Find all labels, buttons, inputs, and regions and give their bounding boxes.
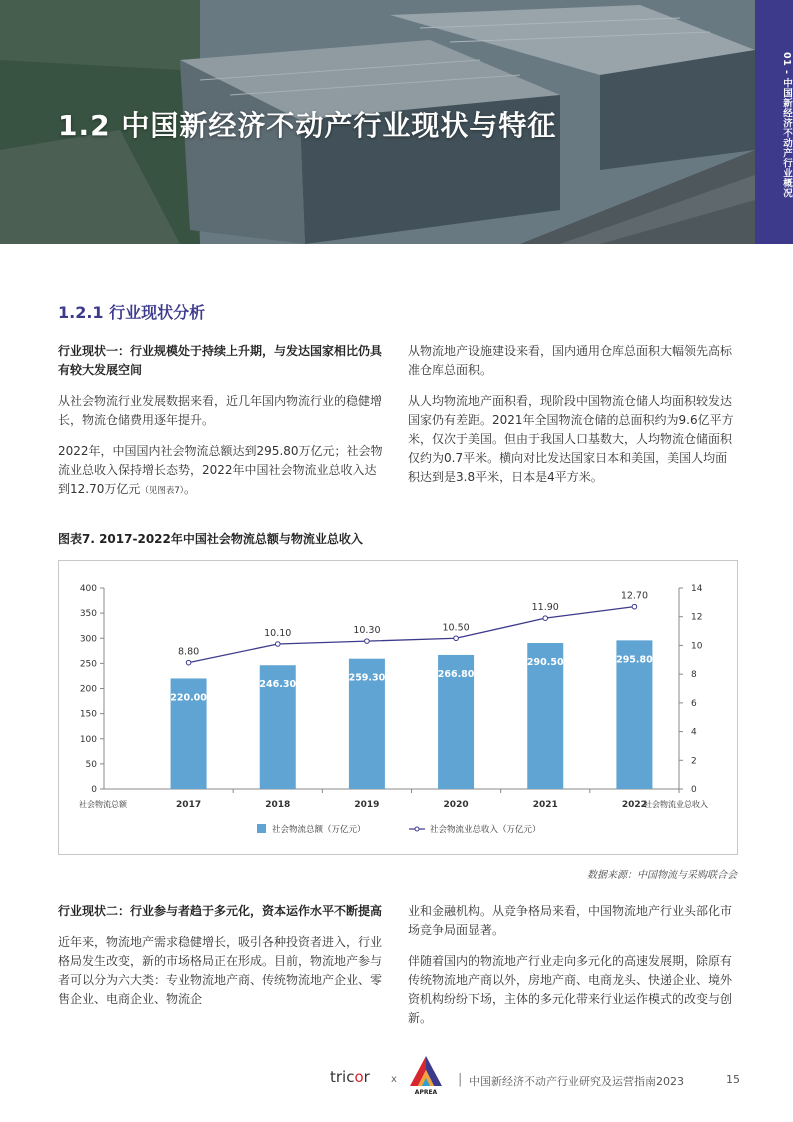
paragraph [58,442,386,501]
paragraph-text: 2022年，中国国内社会物流总额达到295.80万亿元；社会物流业总收入保持增长态势，2022年中国社会物流业总收入达到12.70万亿元 [58,444,383,496]
tricor-logo-text-end: r [363,1068,370,1086]
trend-one-heading: 行业现状一：行业规模处于持续上升期，与发达国家相比仍具有较大发展空间 [58,344,383,377]
legend-label-line: 社会物流业总收入（万亿元） [430,825,541,835]
data-source: 数据来源：中国物流与采购联合会 [587,870,737,881]
left-column-top [58,342,386,513]
page-number: 15 [726,1073,740,1086]
bar-value-label: 290.50 [526,657,564,669]
bar-value-label: 220.00 [170,692,207,704]
tricor-logo-text: tric [330,1068,355,1086]
bar-value-label: 246.30 [259,679,297,691]
footer-divider: | [458,1072,463,1087]
bar-value-label: 295.80 [616,654,653,666]
y2-tick-label: 2 [691,756,697,767]
figure-title: 图表7. 2017-2022年中国社会物流总额与物流业总收入 [58,532,363,546]
line-point [365,639,370,644]
x-tick-label: 2021 [532,800,558,810]
legend-marker-line [415,827,419,831]
y2-axis-title: 社会物流业总收入 [644,800,708,809]
y2-tick-label: 12 [691,612,703,623]
footer-title: 中国新经济不动产行业研究及运营指南2023 [469,1075,684,1088]
line-point [632,604,637,609]
y2-tick-label: 8 [691,670,697,681]
figure-reference: （见图表7） [140,486,185,496]
paragraph: 业和金融机构。从竞争格局来看，中国物流地产行业头部化市场竞争局面显著。 [408,904,733,937]
paragraph: 从社会物流行业发展数据来看，近几年国内物流行业的稳健增长，物流仓储费用逐年提升。 [58,394,383,427]
x-tick-label: 2022 [621,800,647,810]
paragraph: 伴随着国内的物流地产行业走向多元化的高速发展期，除原有传统物流地产商以外，房地产商、电商龙头、快递企业、境外资机构纷纷下场，主体的多元化带来行业运作模式的改变与创新。 [408,954,733,1025]
x-tick-label: 2019 [354,800,380,810]
line-point [543,616,548,621]
aprea-logo [404,1054,448,1096]
paragraph: 近年来，物流地产需求稳健增长，吸引各种投资者进入，行业格局发生改变，新的市场格局正在形成。目前，物流地产参与者可以分为六大类：专业物流地产商、传统物流地产企业、零售企业、电商企业、物流企 [58,935,383,1006]
y2-tick-label: 14 [691,584,703,594]
tricor-logo-o: o [354,1068,364,1086]
trend-two-heading: 行业现状二：行业参与者趋于多元化，资本运作水平不断提高 [58,904,383,918]
line-value-label: 8.80 [178,646,200,658]
line-value-label: 10.50 [442,622,470,634]
y2-tick-label: 6 [691,698,697,709]
legend-label-bar: 社会物流总额（万亿元） [272,825,366,835]
x-tick-label: 2018 [265,800,291,810]
y-tick-label: 0 [91,785,97,795]
combo-chart [59,561,739,856]
header-banner [0,0,755,244]
line-point [275,642,280,647]
bar-value-label: 266.80 [437,668,475,680]
x-tick-label: 2017 [176,800,202,810]
chart-container [58,560,738,855]
legend-swatch-bar [257,824,266,833]
right-column-bottom [408,902,738,1040]
left-column-bottom [58,902,386,1021]
line-value-label: 11.90 [531,602,559,614]
paragraph: 从人均物流地产面积看，现阶段中国物流仓储人均面积较发达国家仍有差距。2021年全国物流仓储的总面积约为9.6亿平方米，仅次于美国。但由于我国人口基数大，人均物流仓储面积仅约为0.7平米。横向对比发达国家日本和美国，美国人均面积达到是3.8平米，日本是4平方米。 [408,394,734,484]
paragraph-end: 。 [184,482,197,496]
y-tick-label: 50 [85,759,97,770]
x-tick-label: 2020 [443,800,469,810]
y-tick-label: 100 [79,734,97,745]
y-tick-label: 250 [79,659,97,670]
y-axis-title: 社会物流总额 [79,800,127,809]
section-heading: 1.2.1 行业现状分析 [58,303,206,322]
y-tick-label: 300 [79,634,97,645]
line-value-label: 12.70 [620,590,649,602]
page-footer [0,1068,793,1098]
y2-tick-label: 10 [691,641,703,652]
line-value-label: 10.30 [353,625,381,637]
aprea-logo-text: APREA [414,1089,438,1096]
y-tick-label: 200 [79,684,97,695]
series-line-revenue [189,607,635,663]
bar-value-label: 259.30 [348,672,386,684]
line-value-label: 10.10 [264,627,292,639]
page-title: 1.2 中国新经济不动产行业现状与特征 [58,109,557,142]
line-point [454,636,459,641]
line-point [186,660,191,665]
right-column-top [408,342,738,499]
y-tick-label: 150 [79,709,97,720]
tricor-logo [330,1068,370,1086]
logo-separator: x [391,1074,397,1085]
y2-tick-label: 0 [691,785,697,795]
y-tick-label: 400 [79,584,97,594]
y2-tick-label: 4 [691,727,697,738]
chapter-tab-label: 01 - 中国新经济不动产行业概况 [781,51,792,199]
paragraph: 从物流地产设施建设来看，国内通用仓库总面积大幅领先高标准仓库总面积。 [408,344,733,377]
y-tick-label: 350 [79,609,97,620]
